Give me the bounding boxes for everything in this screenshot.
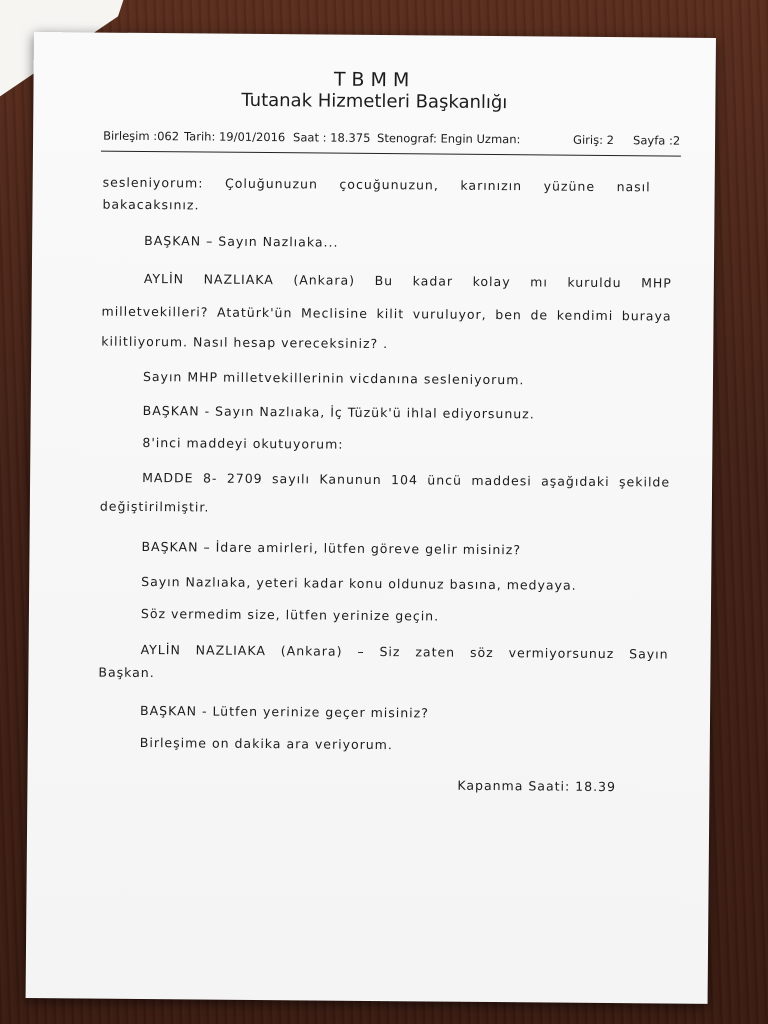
meta-row xyxy=(103,128,681,148)
body-line: AYLİN NAZLIAKA (Ankara) Bu kadar kolay mı kuruldu MHP xyxy=(143,270,672,291)
body-line: Sayın Nazlıaka, yeteri kadar konu oldunuz basına, medyaya. xyxy=(141,573,577,593)
meta-sayfa: Sayfa :2 xyxy=(633,133,681,148)
body-line: değiştirilmiştir. xyxy=(99,498,210,515)
meta-birlesim: Birleşim :062 xyxy=(103,128,180,144)
body-line: MADDE 8- 2709 sayılı Kanunun 104 üncü maddesi aşağıdaki şekilde xyxy=(142,469,671,490)
body-line: Sayın MHP milletvekillerinin vicdanına sesleniyorum. xyxy=(142,368,525,388)
body-line: bakacaksınız. xyxy=(102,196,200,213)
body-line: AYLİN NAZLIAKA (Ankara) – Siz zaten söz vermiyorsunuz Sayın xyxy=(140,641,669,662)
meta-tarih: Tarih: 19/01/2016 xyxy=(184,129,286,145)
body-line: milletvekilleri? Atatürk'ün Meclisine kilit vuruluyor, ben de kendimi buraya xyxy=(101,303,672,324)
closing-time: Kapanma Saati: 18.39 xyxy=(457,777,617,795)
meta-saat: Saat : 18.375 xyxy=(293,130,371,145)
body-line: BAŞKAN - Sayın Nazlıaka, İç Tüzük'ü ihlal ediyorsunuz. xyxy=(142,402,535,422)
header-title: TBMM xyxy=(333,68,416,92)
meta-giris: Giriş: 2 xyxy=(573,132,615,148)
body-line: Söz vermedim size, lütfen yerinize geçin. xyxy=(140,605,440,624)
body-line: BAŞKAN - Lütfen yerinize geçer misiniz? xyxy=(140,702,429,721)
document-page xyxy=(26,32,716,1004)
body-line: kilitliyorum. Nasıl hesap vereceksiniz? . xyxy=(101,333,389,352)
body-line: BAŞKAN – İdare amirleri, lütfen göreve gelir misiniz? xyxy=(141,538,522,558)
header-subtitle: Tutanak Hizmetleri Başkanlığı xyxy=(241,89,508,114)
header-divider xyxy=(101,151,681,157)
body-line: Birleşime on dakika ara veriyorum. xyxy=(139,734,393,753)
body-line: 8'inci maddeyi okutuyorum: xyxy=(142,434,344,452)
body-line: BAŞKAN – Sayın Nazlıaka... xyxy=(144,232,339,250)
body-line: Başkan. xyxy=(98,664,155,681)
body-line: sesleniyorum: Çoluğunuzun çocuğunuzun, karınızın yüzüne nasıl xyxy=(102,174,651,195)
meta-stenograf: Stenograf: Engin Uzman: xyxy=(377,130,521,147)
